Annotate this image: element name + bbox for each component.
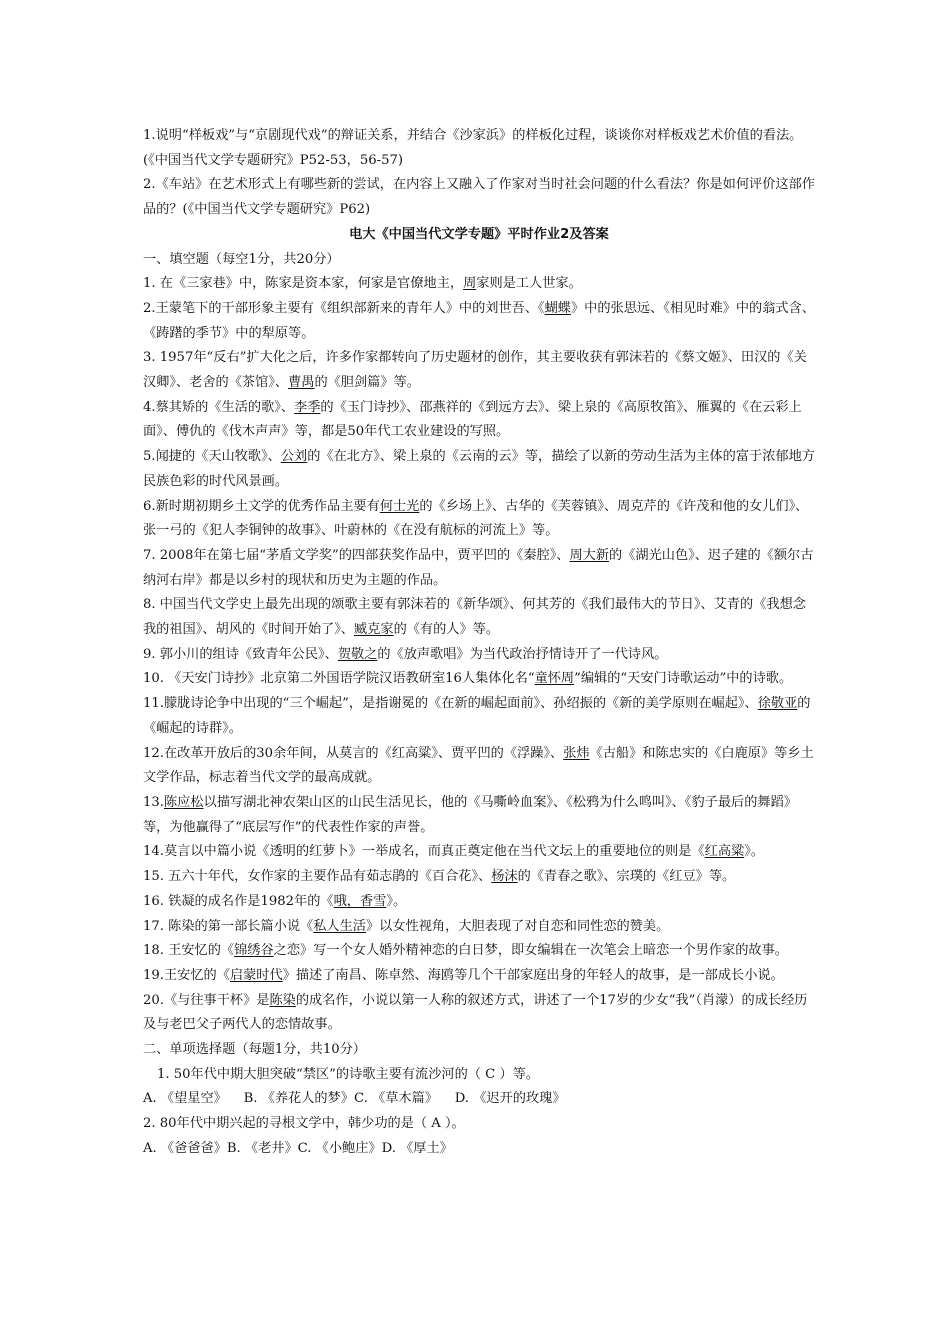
fill-item-answer: 曹禺 — [288, 375, 315, 391]
fill-item-answer: 蝴蝶 — [544, 300, 571, 316]
fill-item-text: 的《崛起的诗群》。 — [143, 696, 811, 736]
fill-item-text: 》中的张思远、《相见时难》中的翁式含、《踌躇的季节》中的犁原等。 — [143, 300, 815, 341]
intro-question-1: 1.说明“样板戏”与“京剧现代戏”的辩证关系，并结合《沙家浜》的样板化过程，谈谈你对样板戏艺术价值的看法。(《中国当代文学专题研究》P52-53，56-57) — [143, 128, 803, 168]
fill-item-text: 4.蔡其矫的《生活的歌》、 — [143, 399, 295, 415]
fill-item-text: 的《湖光山色》、迟子建的《额尔古纳河右岸》都是以乡村的现状和历史为主题的作品。 — [143, 547, 814, 588]
fill-item-answer: 张炜 — [563, 745, 590, 761]
fill-item — [143, 272, 815, 297]
fill-item-answer: 徐敬亚 — [757, 696, 798, 712]
fill-item-text: 》。 — [386, 893, 407, 909]
fill-item-text: 15. 五六十年代，女作家的主要作品有茹志鹃的《百合花》、 — [143, 869, 492, 885]
fill-item-answer: 贺敬之 — [337, 646, 378, 662]
fill-item — [143, 964, 815, 989]
fill-item — [143, 915, 815, 940]
fill-item-text: 之恋》写一个女人婚外精神恋的白日梦，即女编辑在一次笔会上暗恋一个男作家的故事。 — [273, 943, 788, 959]
choice-question: 1. 50年代中期大胆突破“禁区”的诗歌主要有流沙河的（ C ）等。 — [157, 1066, 540, 1082]
fill-item — [143, 939, 815, 964]
fill-item-answer: 陈染 — [269, 992, 296, 1008]
fill-item-answer: 周大新 — [569, 547, 610, 563]
fill-item — [143, 495, 815, 544]
fill-item-answer: 杨沫 — [491, 869, 518, 885]
page-title: 电大《中国当代文学专题》平时作业2及答案 — [349, 226, 609, 242]
fill-item — [143, 989, 815, 1038]
choice-question: 2. 80年代中期兴起的寻根文学中，韩少功的是（ A ）。 — [143, 1116, 465, 1132]
fill-item — [143, 865, 815, 890]
fill-item-text: 的《乡场上》、古华的《芙蓉镇》、周克芹的《许茂和他的女儿们》、张一弓的《犯人李铜钟的故事》、叶蔚林的《在没有航标的河流上》等。 — [143, 498, 809, 539]
fill-item-text: 9. 郭小川的组诗《致青年公民》、 — [143, 646, 338, 662]
fill-item-answer: 何士光 — [379, 498, 420, 514]
fill-item-text: 家则是工人世家。 — [476, 276, 582, 292]
fill-item-text: 的《胆剑篇》等。 — [314, 375, 420, 391]
fill-item-text: 》描述了南昌、陈卓然、海鸥等几个干部家庭出身的年轻人的故事，是一部成长小说。 — [282, 967, 784, 983]
fill-item-text: 的成名作，小说以第一人称的叙述方式，讲述了一个17岁的少女“我”（肖濛）的成长经历及与老巴父子两代人的恋情故事。 — [143, 992, 808, 1033]
fill-item — [143, 297, 815, 346]
fill-item-text: 1. 在《三家巷》中，陈家是资本家，何家是官僚地主， — [143, 276, 464, 292]
fill-item-text: 13. — [143, 794, 164, 810]
fill-item-text: 20.《与往事干杯》是 — [143, 992, 270, 1008]
fill-item-answer: 红高粱 — [704, 844, 745, 860]
fill-item — [143, 593, 815, 642]
choice-options: A. 《爸爸爸》B. 《老井》C. 《小鲍庄》D. 《厚土》 — [143, 1140, 453, 1156]
fill-item-text: 10. 《天安门诗抄》北京第二外国语学院汉语教研室16人集体化名“ — [143, 671, 535, 687]
fill-item-text: 》以女性视角，大胆表现了对自恋和同性恋的赞美。 — [365, 918, 670, 934]
intro-question-2: 2.《车站》在艺术形式上有哪些新的尝试，在内容上又融入了作家对当时社会问题的什么看法？你是如何评价这部作品的？(《中国当代文学专题研究》P62) — [143, 177, 815, 218]
fill-item-text: 以描写湖北神农架山区的山民生活见长，他的《马嘶岭血案》、《松鸦为什么鸣叫》、《豹子最后的舞蹈》等，为他赢得了“底层写作”的代表性作家的声誉。 — [143, 794, 797, 835]
fill-item-text: ”编辑的“天安门诗歌运动”中的诗歌。 — [574, 671, 793, 687]
fill-item — [143, 445, 815, 494]
fill-item-text: 14.莫言以中篇小说《透明的红萝卜》一举成名，而真正奠定他在当代文坛上的重要地位的则是《 — [143, 844, 705, 860]
fill-item — [143, 742, 815, 791]
fill-item — [143, 396, 815, 445]
fill-item-answer: 哦，香雪 — [333, 893, 387, 909]
fill-item-text: 12.在改革开放后的30余年间，从莫言的《红高粱》、贾平凹的《浮躁》、 — [143, 745, 564, 761]
fill-item — [143, 346, 815, 395]
fill-item-text: 的《玉门诗抄》、邵燕祥的《到远方去》、梁上泉的《高原牧笛》、雁翼的《在云彩上面》、傅仇的《伐木声声》等，都是50年代工农业建设的写照。 — [143, 399, 802, 440]
fill-item — [143, 692, 815, 741]
fill-item-answer: 陈应松 — [163, 794, 204, 810]
fill-item-text: 《古船》和陈忠实的《白鹿原》等乡土文学作品，标志着当代文学的最高成就。 — [143, 745, 814, 786]
document-content — [143, 124, 815, 1162]
fill-item-text: 18. 王安忆的《 — [143, 943, 235, 959]
fill-item-answer: 童怀周 — [534, 671, 575, 687]
fill-item-answer: 启蒙时代 — [229, 967, 283, 983]
fill-item-text: 的《在北方》、梁上泉的《云南的云》等，描绘了以新的劳动生活为主体的富于浓郁地方民族色彩的时代风景画。 — [143, 449, 815, 489]
fill-item-text: 17. 陈染的第一部长篇小说《 — [143, 918, 314, 934]
fill-item-text: 16. 铁凝的成名作是1982年的《 — [143, 893, 334, 909]
fill-item-answer: 公刘 — [280, 449, 308, 465]
fill-item — [143, 840, 815, 865]
fill-item-text: 19.王安忆的《 — [143, 967, 230, 983]
fill-item — [143, 791, 815, 840]
fill-item — [143, 544, 815, 593]
fill-item-answer: 锦绣谷 — [234, 943, 274, 959]
fill-item-answer: 周 — [463, 276, 477, 292]
fill-item-text: 6.新时期初期乡土文学的优秀作品主要有 — [143, 498, 380, 514]
fill-item-text: 2.王蒙笔下的干部形象主要有《组织部新来的青年人》中的刘世吾、《 — [143, 300, 545, 316]
fill-item-answer: 私人生活 — [313, 918, 366, 934]
fill-item-text: 》。 — [744, 844, 764, 860]
fill-item-text: 的《青春之歌》、宗璞的《红豆》等。 — [517, 869, 736, 885]
section-heading-choice: 二、单项选择题（每题1分，共10分） — [143, 1042, 366, 1058]
fill-item-text: 的《有的人》等。 — [393, 622, 500, 638]
fill-item — [143, 643, 815, 668]
fill-item-text: 的《放声歌唱》为当代政治抒情诗开了一代诗风。 — [377, 646, 668, 662]
fill-item-text: 7. 2008年在第七届“茅盾文学奖”的四部获奖作品中，贾平凹的《秦腔》、 — [143, 547, 570, 563]
fill-item — [143, 667, 815, 692]
choice-options: A. 《望星空》 B. 《养花人的梦》C. 《草木篇》 D. 《迟开的玫瑰》 — [143, 1091, 566, 1107]
fill-item-answer: 李季 — [294, 399, 321, 415]
section-heading-fill: 一、填空题（每空1分，共20分） — [143, 251, 340, 267]
fill-in-list — [143, 272, 815, 1038]
fill-item-text: 5.闻捷的《天山牧歌》、 — [143, 449, 281, 465]
fill-item-answer: 臧克家 — [354, 622, 394, 638]
fill-item — [143, 890, 815, 915]
fill-item-text: 3. 1957年“反右”扩大化之后，许多作家都转向了历史题材的创作，其主要收获有郭沫若的《蔡文姬》、田汉的《关汉卿》、老舍的《茶馆》、 — [143, 350, 807, 391]
fill-item-text: 8. 中国当代文学史上最先出现的颂歌主要有郭沫若的《新华颂》、何其芳的《我们最伟大的节日》、艾青的《我想念我的祖国》、胡风的《时间开始了》、 — [143, 597, 806, 638]
fill-item-text: 11.朦胧诗论争中出现的“三个崛起”，是指谢冕的《在新的崛起面前》、孙绍振的《新的美学原则在崛起》、 — [143, 696, 758, 712]
choice-list — [143, 1063, 815, 1162]
